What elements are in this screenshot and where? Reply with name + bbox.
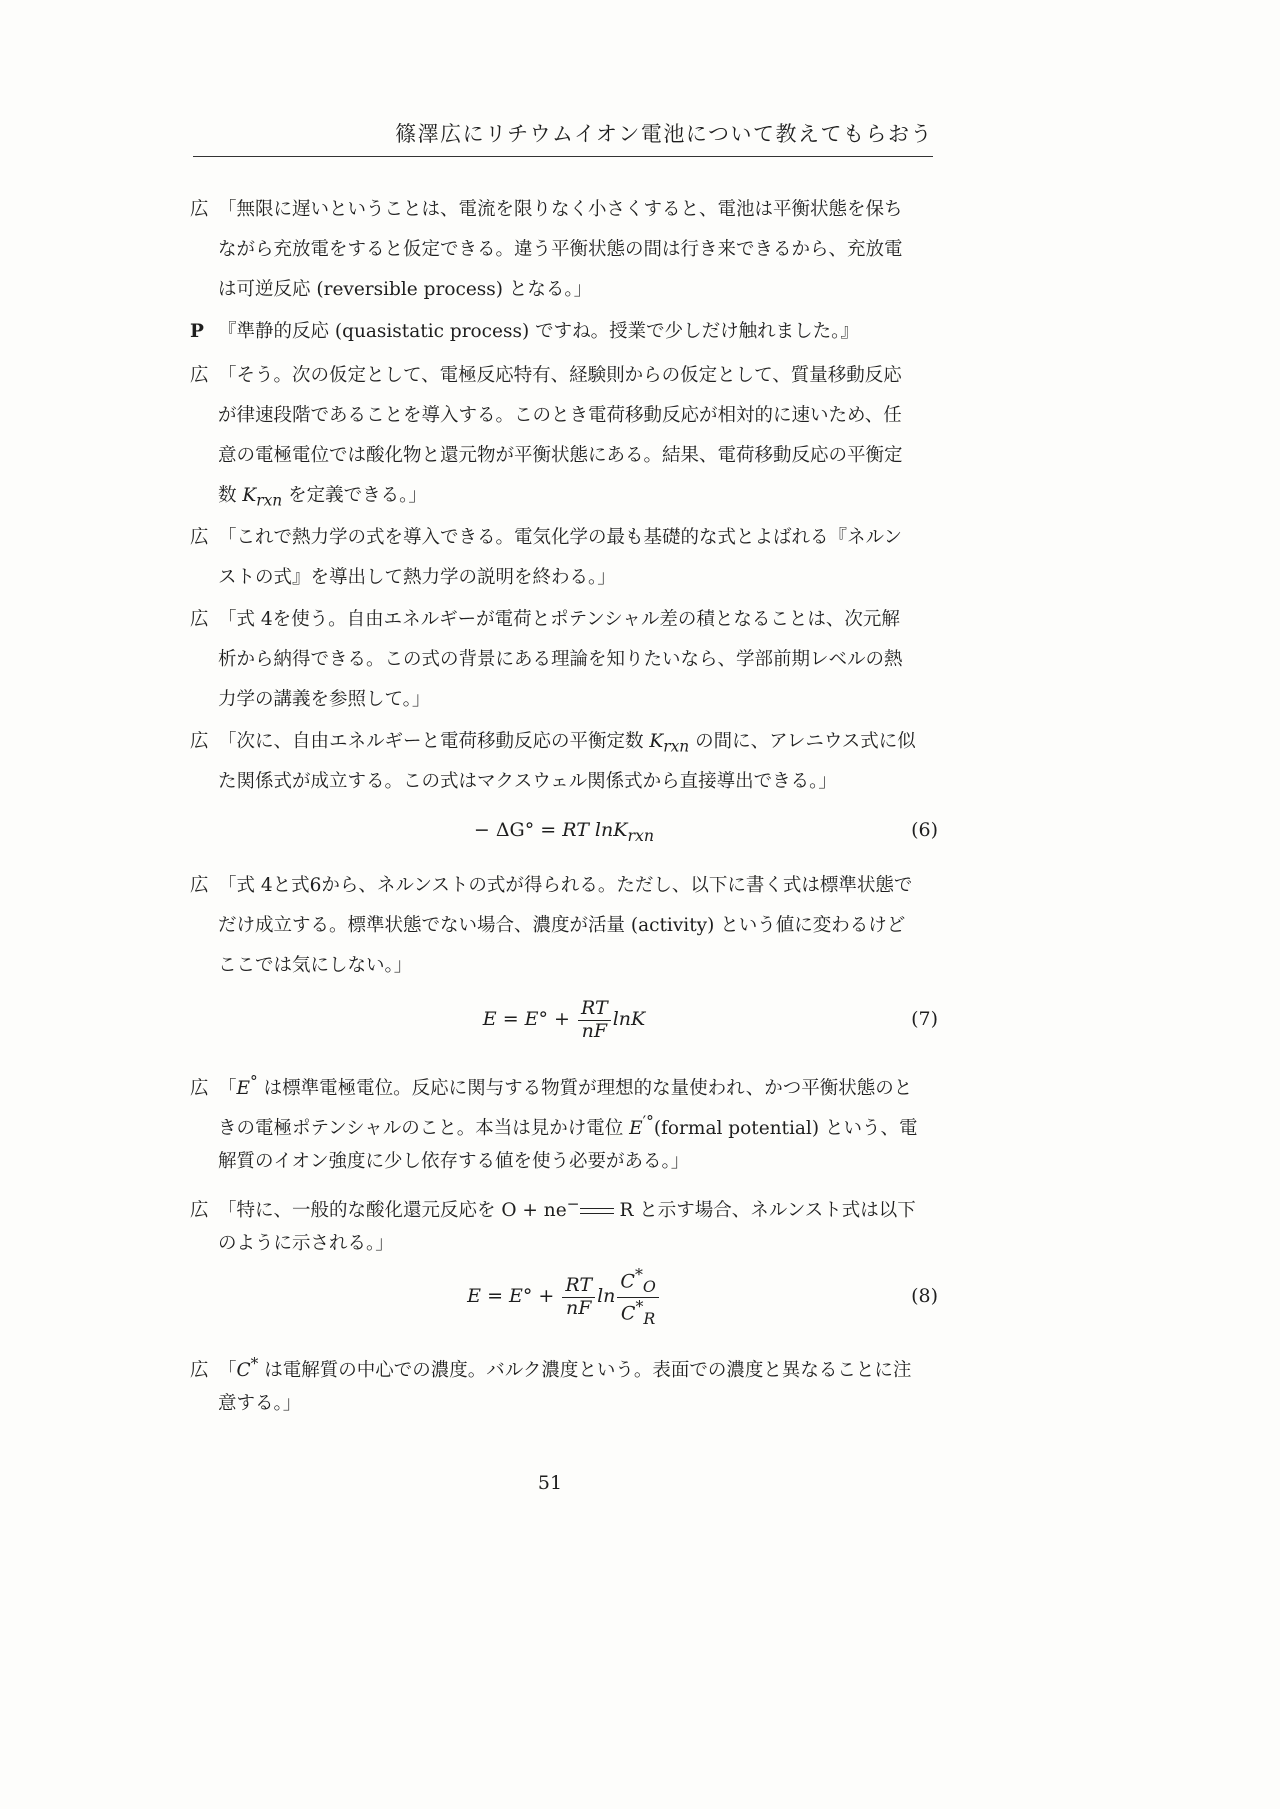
symbol-K: K — [649, 731, 664, 752]
eq8-conc-numerator — [617, 1266, 658, 1297]
symbol-prime-degree: ′° — [642, 1113, 654, 1131]
text-line: た関係式が成立する。この式はマクスウェル関係式から直接導出できる。」 — [218, 771, 837, 792]
eq8-numerator: RT — [562, 1275, 595, 1298]
equation-8 — [190, 1256, 938, 1336]
text-line: (formal potential) という、電 — [653, 1118, 918, 1140]
speaker-label: 広 — [190, 199, 209, 220]
eq8-sub-o: O — [642, 1277, 656, 1297]
text-line: 意の電極電位では酸化物と還元物が平衡状態にある。結果、電荷移動反応の平衡定 — [218, 445, 903, 466]
text-line: 「次に、自由エネルギーと電荷移動反応の平衡定数 — [218, 731, 650, 752]
speaker-label: 広 — [190, 365, 209, 386]
text-line: 「無限に遅いということは、電流を限りなく小さくすると、電池は平衡状態を保ち — [218, 199, 903, 220]
running-header — [193, 118, 933, 157]
text-line: の間に、アレニウス式に似 — [689, 731, 916, 752]
eq6-sub: rxn — [627, 825, 655, 845]
text-line: ながら充放電をすると仮定できる。違う平衡状態の間は行き来できるから、充放電 — [218, 239, 903, 260]
eq8-conc-denominator — [617, 1298, 658, 1328]
text-line: ここでは気にしない。」 — [218, 955, 413, 976]
eq8-star: * — [635, 1296, 644, 1316]
eq6-rhs: RT lnK — [562, 819, 628, 841]
paragraph-1 — [190, 190, 938, 310]
eq7-fraction — [578, 998, 611, 1043]
paragraph-3 — [190, 356, 938, 516]
symbol-degree: ° — [250, 1073, 258, 1091]
eq8-lhs: E = E° + — [467, 1285, 561, 1307]
text-line: 「これで熱力学の式を導入できる。電気化学の最も基礎的な式とよばれる『ネルン — [218, 527, 903, 548]
equation-number: (8) — [911, 1285, 938, 1307]
text-line: は可逆反応 (reversible process) となる。」 — [218, 279, 593, 300]
speaker-label: 広 — [190, 1078, 209, 1100]
equation-7 — [190, 984, 938, 1054]
equilibrium-arrow-icon — [580, 1206, 614, 1216]
text-line: 「式 4を使う。自由エネルギーが電荷とポテンシャル差の積となることは、次元解 — [218, 609, 900, 630]
text-line: 「そう。次の仮定として、電極反応特有、経験則からの仮定として、質量移動反応 — [218, 365, 902, 386]
equation-6 — [190, 802, 938, 858]
text-line: 解質のイオン強度に少し依存する値を使う必要がある。」 — [218, 1151, 690, 1172]
text-line: は電解質の中心での濃度。バルク濃度という。表面での濃度と異なることに注 — [258, 1360, 912, 1382]
text-line: 力学の講義を参照して。」 — [218, 689, 431, 710]
eq7-lhs: E = E° + — [482, 1008, 577, 1030]
eq8-star: * — [634, 1265, 643, 1285]
text-line: は標準電極電位。反応に関与する物質が理想的な量使われ、かつ平衡状態のと — [257, 1078, 913, 1100]
paragraph-2 — [190, 312, 938, 352]
symbol-star: * — [250, 1355, 259, 1373]
equation-number: (6) — [911, 819, 938, 841]
symbol-E: E — [629, 1118, 643, 1140]
symbol-rxn: rxn — [256, 491, 283, 510]
speaker-label: 広 — [190, 527, 209, 548]
speaker-label: 広 — [190, 609, 209, 630]
text-line: 意する。」 — [218, 1393, 302, 1414]
page-number: 51 — [537, 1472, 563, 1494]
speaker-label: 広 — [190, 875, 209, 896]
symbol-rxn: rxn — [663, 737, 690, 756]
text-line: のように示される。」 — [218, 1233, 394, 1254]
eq8-fraction-rt — [562, 1275, 595, 1320]
speaker-label: P — [190, 321, 204, 342]
eq8-ln: ln — [597, 1285, 616, 1307]
eq7-tail: lnK — [612, 1008, 646, 1030]
speaker-label: 広 — [190, 731, 209, 752]
text-line: を定義できる。」 — [282, 485, 427, 506]
eq6-lhs: − ΔG° = — [473, 819, 563, 841]
text-line: 「式 4と式6から、ネルンストの式が得られる。ただし、以下に書く式は標準状態で — [218, 875, 913, 896]
symbol-minus-sup: − — [566, 1195, 580, 1213]
paragraph-5 — [190, 600, 938, 720]
text-line: 「特に、一般的な酸化還元反応を O + ne — [218, 1200, 567, 1222]
symbol-K: K — [242, 485, 257, 506]
eq8-denominator: nF — [566, 1296, 592, 1319]
eq7-denominator: nF — [581, 1019, 608, 1042]
text-line: 「 — [218, 1078, 237, 1100]
paragraph-6 — [190, 722, 938, 802]
eq7-numerator: RT — [578, 998, 611, 1021]
text-line: 析から納得できる。この式の背景にある理論を知りたいなら、学部前期レベルの熱 — [218, 649, 903, 670]
paragraph-4 — [190, 518, 938, 598]
eq8-sub-r: R — [643, 1308, 656, 1328]
eq8-fraction-conc — [617, 1266, 658, 1328]
header-title: 篠澤広にリチウムイオン電池について教えてもらおう — [395, 122, 933, 146]
equation-number: (7) — [911, 1008, 938, 1030]
symbol-C: C — [236, 1360, 251, 1382]
text-line: R と示す場合、ネルンスト式は以下 — [613, 1200, 916, 1222]
text-line: だけ成立する。標準状態でない場合、濃度が活量 (activity) という値に変わるけど — [218, 915, 906, 936]
paragraph-8 — [190, 1062, 938, 1182]
text-line: 数 — [218, 485, 243, 506]
paragraph-7 — [190, 866, 938, 986]
text-line: ストの式』を導出して熱力学の説明を終わる。」 — [218, 567, 616, 588]
text-line: きの電極ポテンシャルのこと。本当は見かけ電位 — [218, 1118, 630, 1140]
speaker-label: 広 — [190, 1200, 209, 1222]
eq8-c-o: C — [620, 1270, 635, 1293]
paragraph-9 — [190, 1184, 938, 1264]
text-line: が律速段階であることを導入する。このとき電荷移動反応が相対的に速いため、任 — [218, 405, 902, 426]
paragraph-10 — [190, 1344, 938, 1424]
text-line: 「 — [218, 1360, 237, 1382]
text-line: 『準静的反応 (quasistatic process) ですね。授業で少しだけ触れました。』 — [218, 321, 859, 342]
speaker-label: 広 — [190, 1360, 209, 1382]
eq8-c-r: C — [620, 1301, 636, 1324]
symbol-E: E — [236, 1078, 251, 1100]
